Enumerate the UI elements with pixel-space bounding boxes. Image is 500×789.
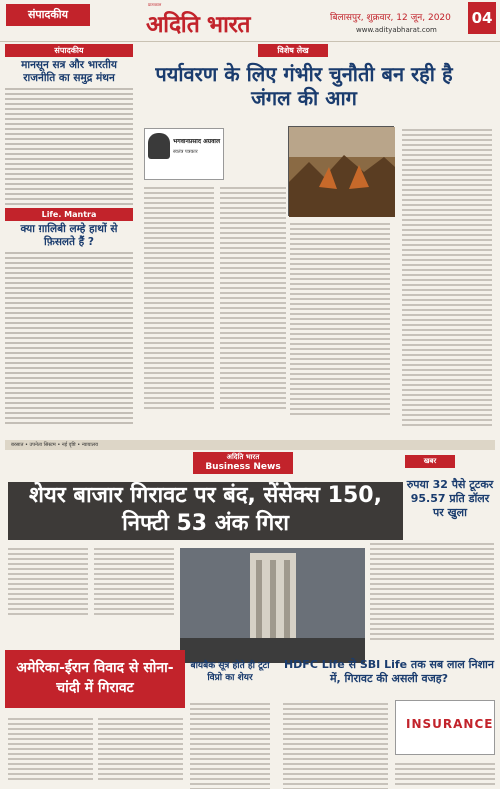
ticker-strip: बरसात • उपनेता सिस्टम • नई वृष्टि • न्यायालय [5, 440, 495, 450]
editorial-label: संपादकीय [5, 44, 133, 57]
feature-label: विशेष लेख [258, 44, 328, 57]
business-title: Business News [205, 462, 281, 472]
feature-body-mid1 [220, 184, 286, 412]
forest-fire-photo [288, 126, 394, 216]
author-name: भगवानप्रसाद अग्रवाल [173, 138, 221, 145]
editorial-body [5, 88, 133, 205]
page-number: 04 [468, 2, 496, 34]
gold-story-col1 [8, 715, 93, 783]
section-tag-khabar: खबर [405, 455, 455, 468]
section-tag: संपादकीय [6, 4, 90, 26]
wipro-story [190, 700, 270, 789]
website-url: www.adityabharat.com [356, 26, 437, 34]
feature-body-left [144, 184, 214, 412]
main-story-col1 [8, 545, 88, 618]
life-body [5, 252, 133, 424]
author-title: स्वतंत्र पत्रकार [173, 149, 198, 155]
feature-body-mid2 [290, 220, 390, 418]
author-box [144, 128, 224, 180]
main-story-col3 [370, 540, 494, 643]
author-photo [148, 133, 170, 159]
editorial-headline: मानसून सत्र और भारतीय राजनीति का समुद्र मंथन [21, 59, 117, 84]
insurance-image [395, 700, 495, 755]
business-news-logo [193, 452, 293, 474]
logo-tagline: प्रातःकाल [148, 2, 162, 7]
rupee-story [405, 478, 495, 533]
stock-exchange-photo [180, 548, 365, 663]
feature-article [140, 44, 495, 439]
hdfc-story-col2 [395, 760, 495, 788]
business-brand: अदिति भारत [226, 453, 260, 461]
life-headline: क्या ग़ालिबी लम्हे हाथों से फ़िसलते हैं ? [20, 223, 118, 248]
feature-headline: पर्यावरण के लिए गंभीर चुनौती बन रही है जंगल की आग [155, 62, 453, 110]
hdfc-sbi-headline: HDFC Life से SBI Life तक सब लाल निशान में, गिरावट की असली वजह? [283, 658, 495, 685]
masthead [0, 0, 500, 42]
main-story-col2 [94, 545, 174, 618]
hdfc-story-col1 [283, 700, 388, 789]
life-mantra-label: Life. Mantra [5, 208, 133, 221]
wipro-headline: बायबैक सूत्र होते ही टूटा विप्रो का शेयर [190, 661, 270, 683]
insurance-word: INSURANCE [406, 717, 494, 731]
rupee-headline: रुपया 32 पैसे टूटकर 95.57 प्रति डॉलर पर खुला [406, 478, 494, 519]
editorial-column [5, 44, 133, 444]
logo [146, 2, 296, 36]
date: बिलासपुर, शुक्रवार, 12 जून, 2020 [330, 13, 451, 23]
gold-silver-headline: अमेरिका-ईरान विवाद से सोना-चांदी में गिरावट [5, 650, 185, 708]
feature-body-right [402, 126, 492, 429]
logo-text: अदिति भारत [146, 11, 250, 38]
main-business-headline: शेयर बाजार गिरावट पर बंद, सेंसेक्स 150, निफ्टी 53 अंक गिरा [8, 482, 403, 540]
gold-story-col2 [98, 715, 183, 783]
